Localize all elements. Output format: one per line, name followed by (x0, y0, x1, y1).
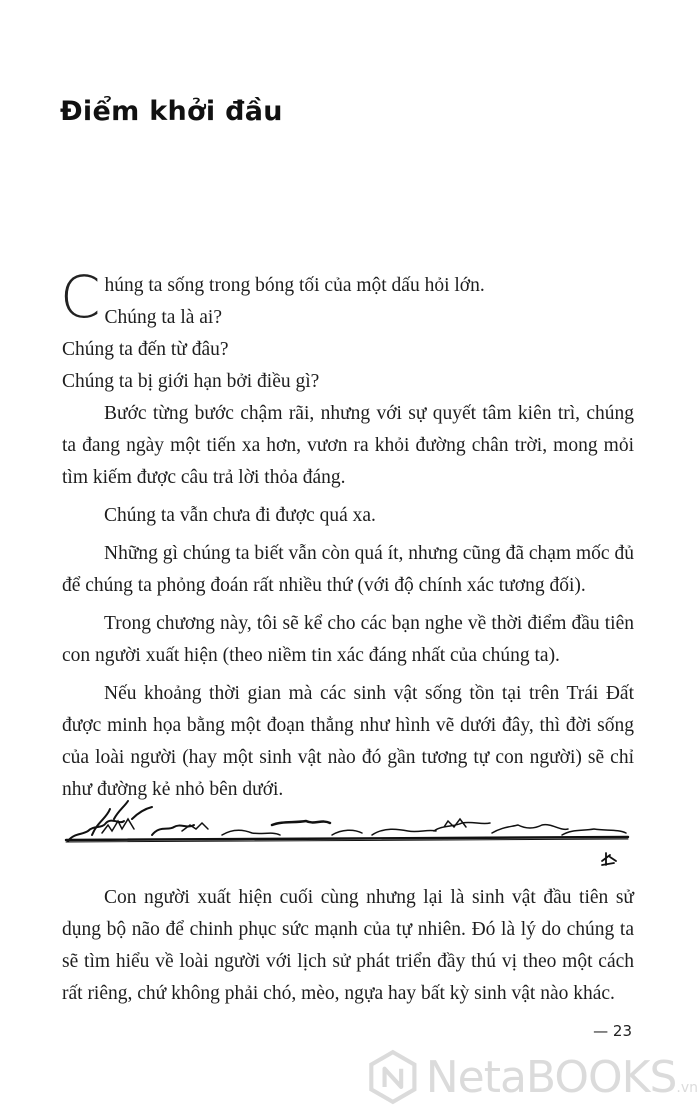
page-number: — 23 (593, 1022, 632, 1040)
paragraph-2 (62, 302, 634, 334)
body-text (60, 263, 634, 812)
paragraph-8: Trong chương này, tôi sẽ kể cho các bạn nghe về thời điểm đầu tiên con người xuất hiện (theo niềm tin xác đáng nhất của chúng ta). (62, 613, 634, 666)
closing-text (62, 882, 634, 1016)
paragraph-1-text: húng ta sống trong bóng tối của một dấu hỏi lớn. (104, 275, 485, 296)
question-1: Chúng ta là ai? (104, 307, 223, 328)
watermark (368, 1038, 698, 1116)
question-3: Chúng ta bị giới hạn bởi điều gì? (62, 371, 320, 392)
timeline-illustration (62, 795, 634, 875)
paragraph-9: Nếu khoảng thời gian mà các sinh vật sống tồn tại trên Trái Đất được minh họa bằng một đoạn thẳng như hình vẽ dưới đây, thì đời sống của loài người (hay một sinh vật nào đó gần tương tự con người) sẽ chỉ như đường kẻ nhỏ bên dưới. (62, 683, 634, 800)
chapter-title: Điểm khởi đầu (60, 96, 283, 127)
paragraph-10: Con người xuất hiện cuối cùng nhưng lại là sinh vật đầu tiên sử dụng bộ não để chinh phục sức mạnh của tự nhiên. Đó là lý do chúng ta sẽ tìm hiểu về loài người với lịch sử phát triển đầy thú vị theo một cách rất riêng, chứ không phải chó, mèo, ngựa hay bất kỳ sinh vật nào khác. (62, 887, 634, 1004)
paragraph-6: Chúng ta vẫn chưa đi được quá xa. (104, 505, 376, 526)
question-2: Chúng ta đến từ đâu? (62, 339, 229, 360)
watermark-suffix: .vn (676, 1080, 698, 1096)
timeline-drawing (62, 795, 634, 875)
paragraph-3 (62, 334, 634, 366)
paragraph-7: Những gì chúng ta biết vẫn còn quá ít, nhưng cũng đã chạm mốc đủ để chúng ta phỏng đoán rất nhiều thứ (với độ chính xác tương đối). (62, 543, 634, 596)
netabooks-logo-icon (368, 1045, 418, 1109)
paragraph-4 (62, 366, 634, 398)
paragraph-5: Bước từng bước chậm rãi, nhưng với sự quyết tâm kiên trì, chúng ta đang ngày một tiến xa hơn, vươn ra khỏi đường chân trời, mong mỏi tìm kiếm được câu trả lời thỏa đáng. (62, 403, 634, 488)
drop-cap: C (60, 263, 101, 331)
watermark-text: NetaBOOKS (425, 1051, 677, 1103)
